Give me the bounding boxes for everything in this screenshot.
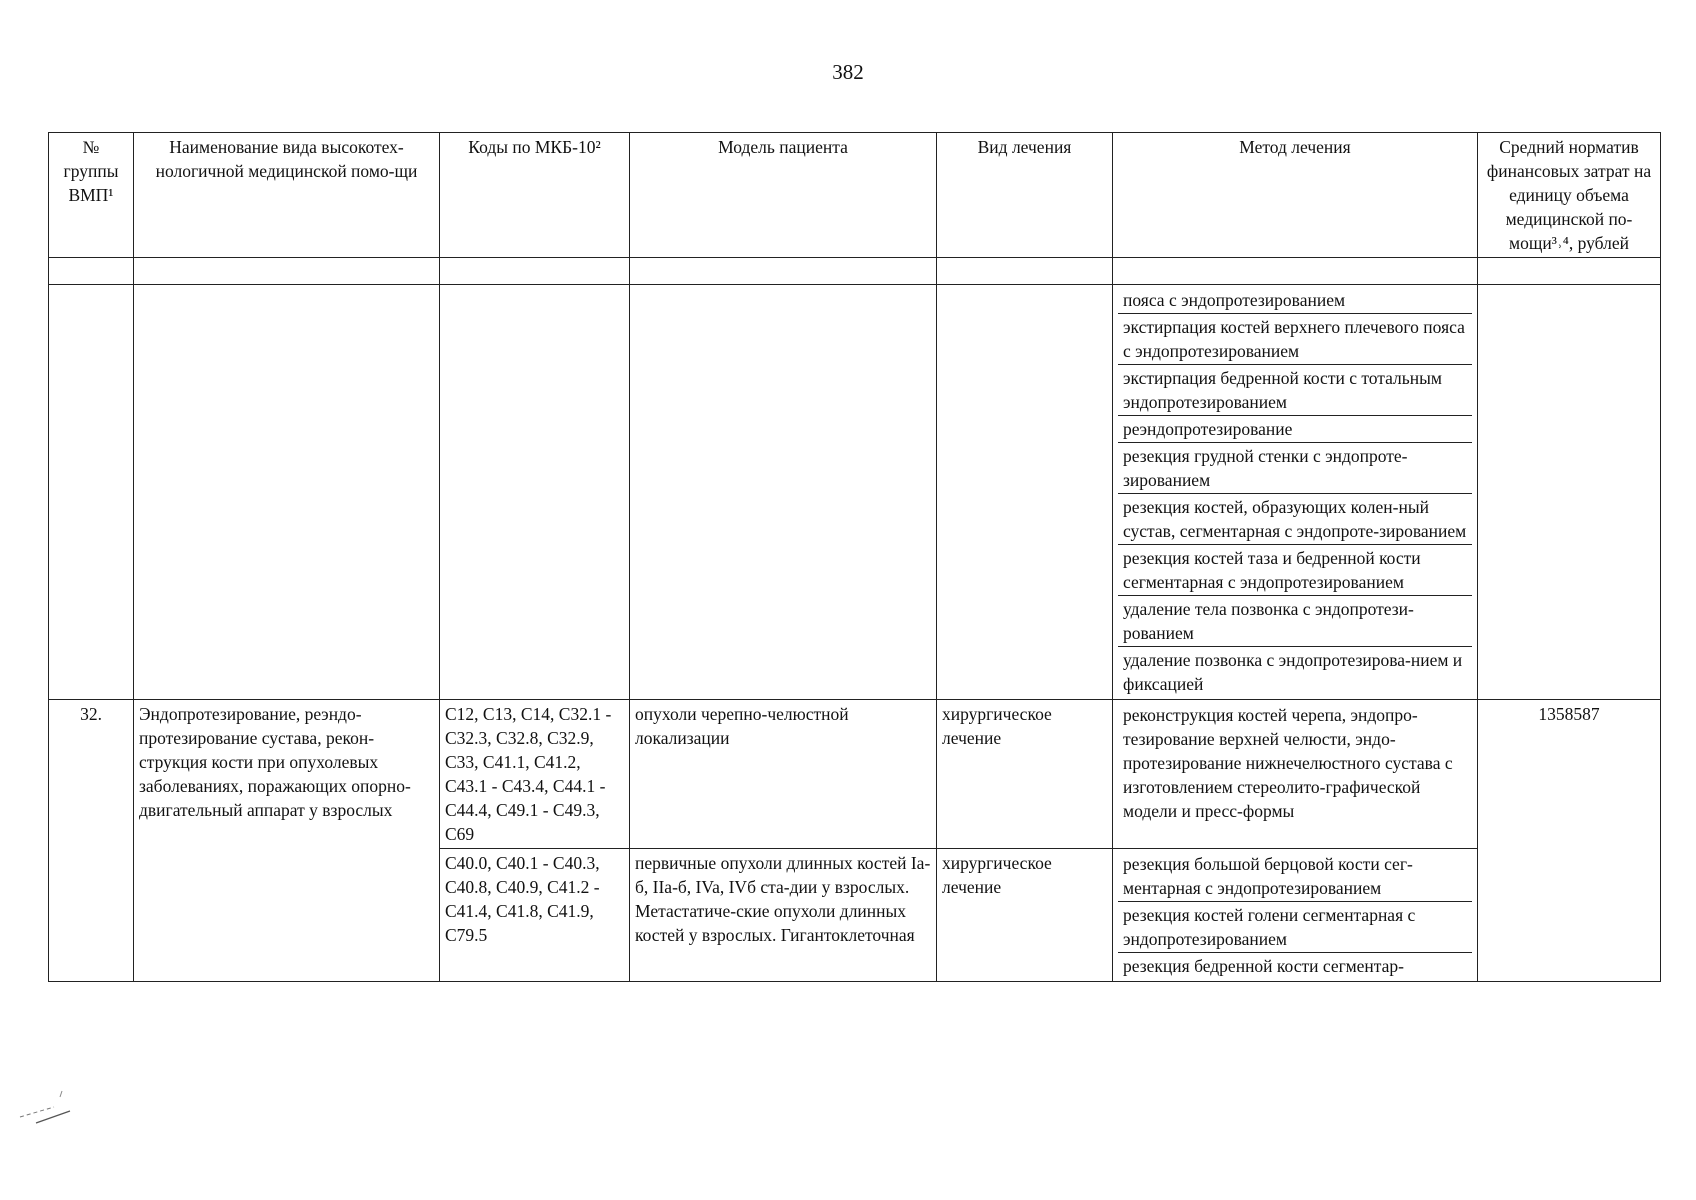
treatment-methods (1113, 700, 1478, 849)
stray-scan-marks (14, 1085, 74, 1125)
patient-model: первичные опухоли длинных костей Ia-б, IIa-б, IVa, IVб ста-дии у взрослых. Метастатиче-ские опухоли длинных костей у взрослых. Гигантоклеточная (630, 849, 937, 982)
method-item: экстирпация костей верхнего плечевого пояса с эндопротезированием (1118, 314, 1472, 365)
icd-codes: C40.0, C40.1 - C40.3, C40.8, C40.9, C41.2 - C41.4, C41.8, C41.9, C79.5 (440, 849, 630, 982)
header-icd-codes: Коды по МКБ-10² (440, 133, 630, 258)
spacer-row (49, 258, 1661, 285)
icd-codes: C12, C13, C14, C32.1 - C32.3, C32.8, C32.9, C33, C41.1, C41.2, C43.1 - C43.4, C44.1 - C44.4, C49.1 - C49.3, C69 (440, 700, 630, 849)
method-item: реэндопротезирование (1118, 416, 1472, 443)
patient-model: опухоли черепно-челюстной локализации (630, 700, 937, 849)
header-treatment-type: Вид лечения (937, 133, 1113, 258)
vmp-table (48, 132, 1661, 982)
header-row (49, 133, 1661, 258)
page-number: 382 (832, 60, 864, 84)
continuation-methods (1113, 285, 1478, 700)
method-item: пояса с эндопротезированием (1118, 287, 1472, 314)
header-patient-model: Модель пациента (630, 133, 937, 258)
method-item: резекция большой берцовой кости сег-ментарная с эндопротезированием (1118, 851, 1472, 902)
care-type-name: Эндопротезирование, реэндо-протезирование сустава, рекон-струкция кости при опухолевых заболеваниях, поражающих опорно-двигательный аппарат у взрослых (134, 700, 440, 982)
treatment-type: хирургическое лечение (937, 849, 1113, 982)
header-cost-norm: Средний норматив финансовых затрат на единицу объема медицинской по-мощи³˒⁴, рублей (1478, 133, 1661, 258)
group-number: 32. (49, 700, 134, 982)
method-item: реконструкция костей черепа, эндопро-тезирование верхней челюсти, эндо-протезирование нижнечелюстного сустава с изготовлением стереолито-графической модели и пресс-формы (1123, 705, 1453, 821)
header-care-type-name: Наименование вида высокотех-нологичной медицинской помо-щи (134, 133, 440, 258)
method-item: резекция костей таза и бедренной кости сегментарная с эндопротезированием (1118, 545, 1472, 596)
method-item: экстирпация бедренной кости с тотальным эндопротезированием (1118, 365, 1472, 416)
method-item: удаление позвонка с эндопротезирова-нием и фиксацией (1123, 650, 1463, 694)
cost-norm: 1358587 (1478, 700, 1661, 982)
treatment-type: хирургическое лечение (937, 700, 1113, 849)
header-treatment-method: Метод лечения (1113, 133, 1478, 258)
method-item: резекция грудной стенки с эндопроте-зированием (1118, 443, 1472, 494)
header-group-number: № группы ВМП¹ (49, 133, 134, 258)
group-32-row-1 (49, 700, 1661, 849)
method-item: резекция бедренной кости сегментар- (1123, 956, 1404, 976)
method-item: удаление тела позвонка с эндопротези-рованием (1118, 596, 1472, 647)
continuation-row (49, 285, 1661, 700)
method-item: резекция костей голени сегментарная с эндопротезированием (1118, 902, 1472, 953)
treatment-methods (1113, 849, 1478, 982)
method-item: резекция костей, образующих колен-ный сустав, сегментарная с эндопроте-зированием (1118, 494, 1472, 545)
